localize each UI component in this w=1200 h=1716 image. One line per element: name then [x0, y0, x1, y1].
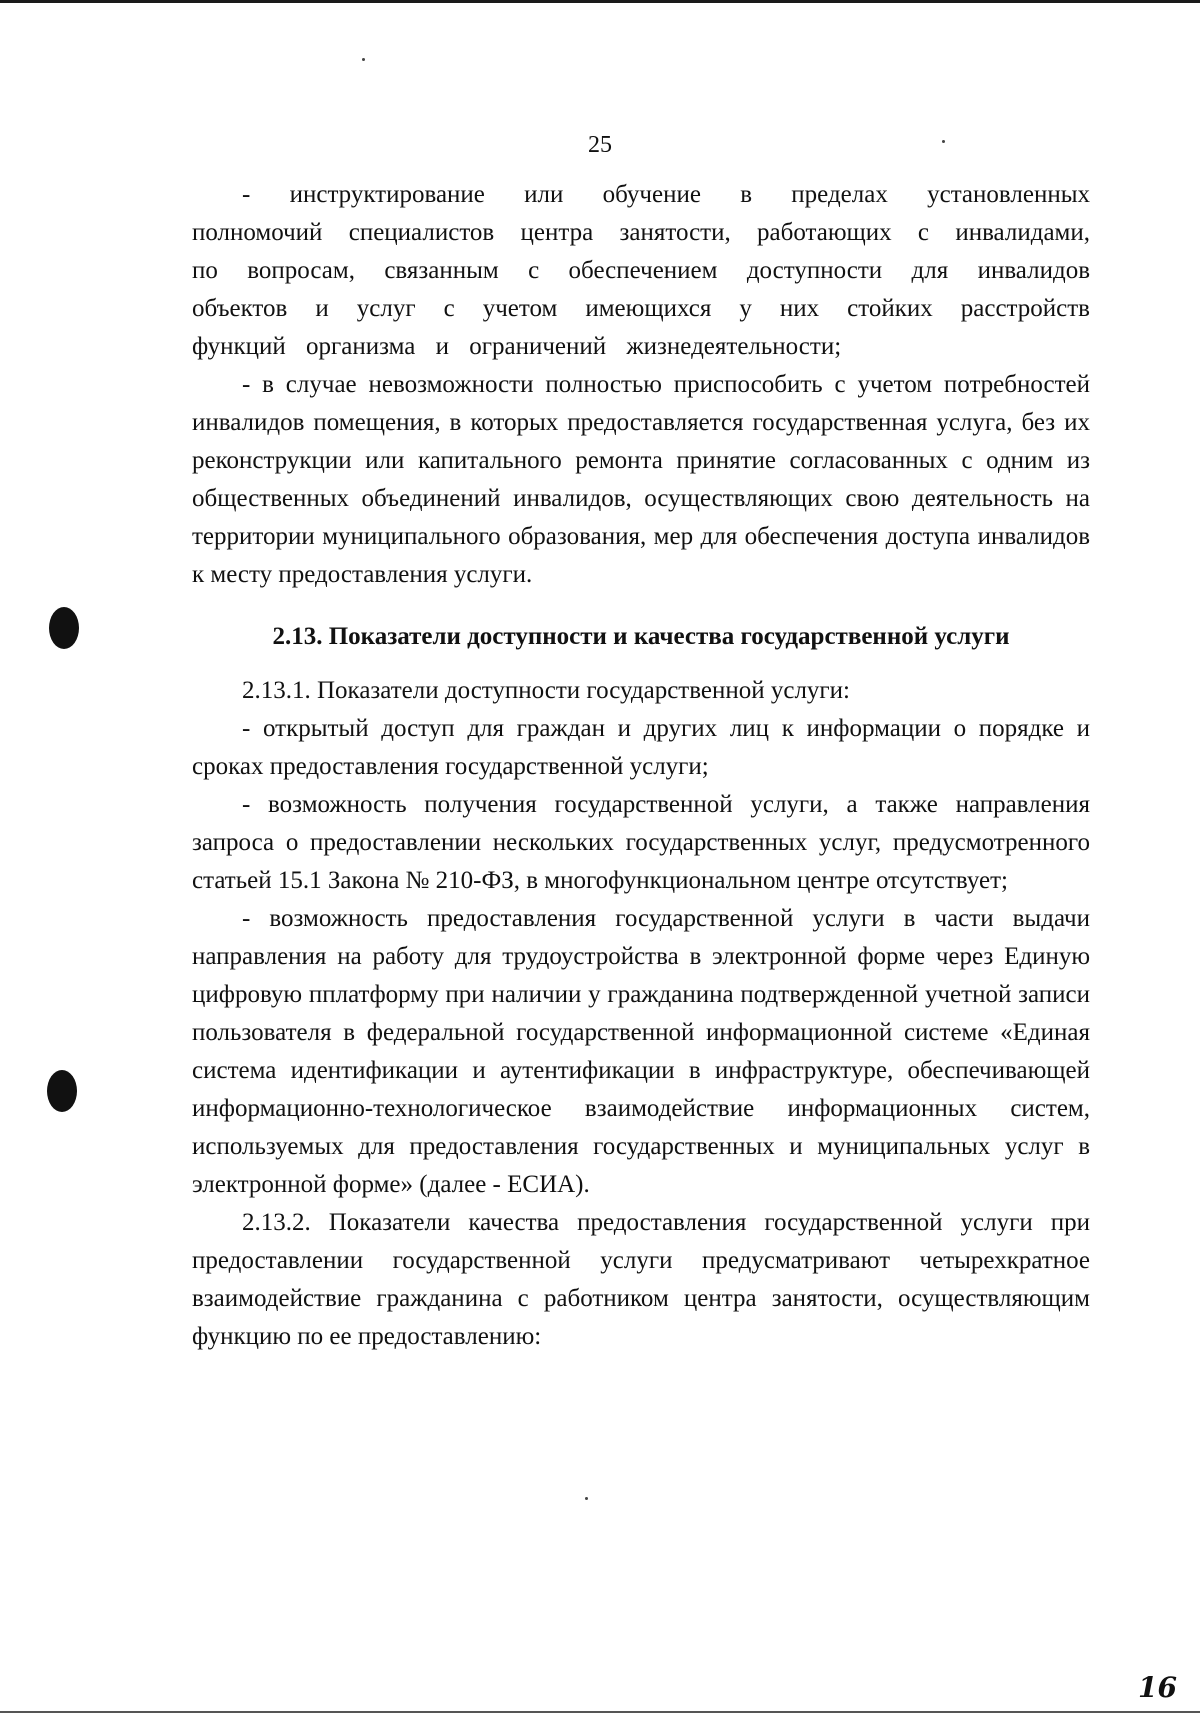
paragraph-open-access: - открытый доступ для граждан и других лиц к информации о порядке и сроках предоставления государственной услуги;	[192, 715, 1090, 780]
scan-speck	[585, 1497, 588, 1500]
paragraph-instruction: - инструктирование или обучение в пределах установленных полномочий специалистов центра занятости, работающих с инвалидами, по вопросам, связанным с обеспечением доступности для инвалидов объектов и услуг с учетом имеющихся у них стойких расстройств функций организма и ограничений жизнедеятельности;	[192, 181, 1090, 360]
punch-hole-lower	[47, 1070, 77, 1112]
punch-hole-upper	[49, 607, 79, 649]
scan-speck	[362, 58, 365, 61]
paragraph-mfc: - возможность получения государственной услуги, а также направления запроса о предоставлении нескольких государственных услуг, предусмотренного статьей 15.1 Закона № 210-ФЗ, в многофункциональном центре отсутствует;	[192, 791, 1090, 894]
section-heading: 2.13. Показатели доступности и качества государственной услуги	[272, 623, 1010, 650]
paragraph-accessibility-title: 2.13.1. Показатели доступности государственной услуги:	[242, 677, 851, 704]
top-scan-border	[0, 0, 1200, 3]
paragraph-electronic: - возможность предоставления государственной услуги в части выдачи направления на работу для трудоустройства в электронной форме через Единую цифровую пплатформу при наличии у гражданина подтвержденной учетной записи пользователя в федеральной государственной информационной системе «Единая система идентификации и аутентификации в инфраструктуре, обеспечивающей информационно-технологическое взаимодействие информационных систем, используемых для предоставления государственных и муниципальных услуг в электронной форме» (далее - ЕСИА).	[192, 905, 1090, 1198]
page-number: 25	[588, 132, 612, 158]
handwritten-sheet-number: 16	[1138, 1671, 1177, 1704]
paragraph-quality: 2.13.2. Показатели качества предоставления государственной услуги при предоставлении государственной услуги предусматривают четырехкратное взаимодействие гражданина с работником центра занятости, осуществляющим функцию по ее предоставлению:	[192, 1209, 1090, 1350]
paragraph-premises: - в случае невозможности полностью приспособить с учетом потребностей инвалидов помещения, в которых предоставляется государственная услуга, без их реконструкции или капитального ремонта принятие согласованных с одним из общественных объединений инвалидов, осуществляющих свою деятельность на территории муниципального образования, мер для обеспечения доступа инвалидов к месту предоставления услуги.	[192, 371, 1090, 588]
bottom-scan-border	[0, 1711, 1200, 1713]
document-body	[192, 176, 1090, 1356]
